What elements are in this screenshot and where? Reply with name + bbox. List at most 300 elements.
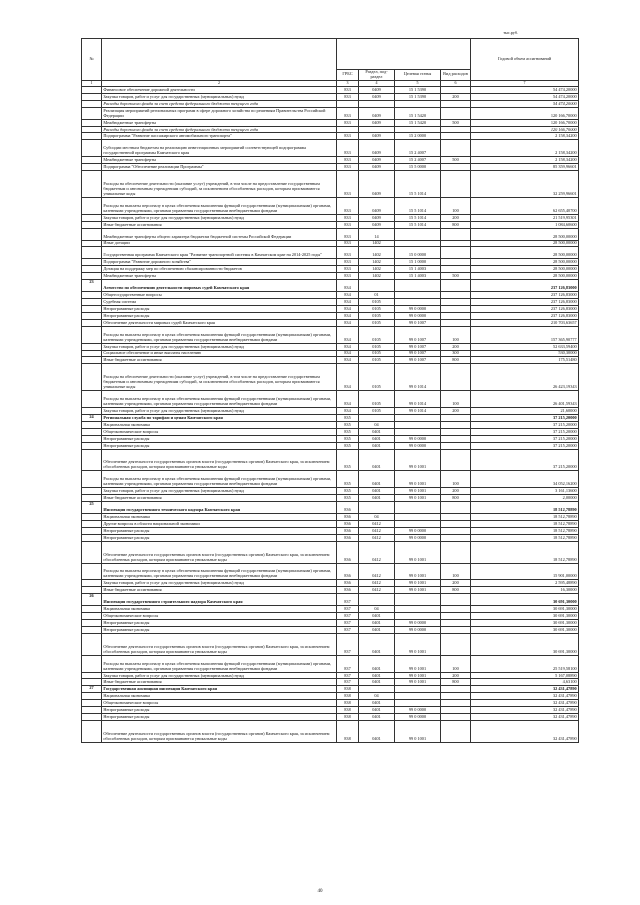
row-name: Обеспечение деятельности мировых судей Камчатского края <box>102 319 337 326</box>
row-total: 28 500,00000 <box>471 247 579 259</box>
row-razdel <box>359 126 395 133</box>
row-grbs <box>337 100 359 107</box>
row-number: 23 <box>82 280 102 292</box>
row-grbs: 833 <box>337 228 359 240</box>
row-name: Закупка товаров, работ и услуг для государственных (муниципальных) нужд <box>102 93 337 100</box>
row-name: Инспекция государственного технического надзора Камчатского края <box>102 502 337 514</box>
row-vid <box>441 449 471 471</box>
row-name: Государственная жилищная инспекция Камчатского края <box>102 686 337 693</box>
row-vid <box>441 693 471 700</box>
row-celevaya: 15 5 1014 <box>395 221 441 228</box>
row-celevaya: 99 0 1014 <box>395 391 441 408</box>
row-razdel: 1402 <box>359 273 395 280</box>
row-celevaya: 99 0 1014 <box>395 364 441 391</box>
row-grbs: 835 <box>337 488 359 495</box>
table-row <box>82 502 579 514</box>
row-celevaya <box>395 298 441 305</box>
row-name: Расходы дорожного фонда за счет средств федерального бюджета текущего года <box>102 100 337 107</box>
row-razdel: 0105 <box>359 350 395 357</box>
table-row <box>82 214 579 221</box>
row-total: 21,60000 <box>471 407 579 414</box>
row-razdel: 0105 <box>359 319 395 326</box>
row-name: Региональная служба по тарифам и ценам Камчатского края <box>102 414 337 421</box>
row-vid: 800 <box>441 221 471 228</box>
row-vid <box>441 534 471 541</box>
row-celevaya <box>395 414 441 421</box>
row-grbs: 838 <box>337 714 359 721</box>
row-total: 54 474,20000 <box>471 100 579 107</box>
table-row <box>82 721 579 743</box>
row-name: Подпрограмма "Развитие дорожного хозяйства" <box>102 259 337 266</box>
row-razdel: 0401 <box>359 442 395 449</box>
row-grbs: 833 <box>337 133 359 140</box>
row-total: 28 500,00000 <box>471 228 579 240</box>
row-celevaya: 15 5 1014 <box>395 171 441 198</box>
row-grbs: 837 <box>337 655 359 672</box>
row-number <box>82 273 102 280</box>
table-row <box>82 633 579 655</box>
row-celevaya <box>395 594 441 606</box>
row-razdel: 0401 <box>359 633 395 655</box>
table-row <box>82 305 579 312</box>
table-row <box>82 714 579 721</box>
row-number <box>82 391 102 408</box>
row-grbs: 837 <box>337 633 359 655</box>
row-grbs: 837 <box>337 620 359 627</box>
table-row <box>82 93 579 100</box>
table-row <box>82 197 579 214</box>
col-number: 1 <box>82 80 102 86</box>
row-razdel: 0401 <box>359 613 395 620</box>
row-celevaya: 99 0 1001 <box>395 495 441 502</box>
row-razdel: 0412 <box>359 527 395 534</box>
table-row <box>82 613 579 620</box>
row-name: Закупка товаров, работ и услуг для государственных (муниципальных) нужд <box>102 672 337 679</box>
row-razdel: 14 <box>359 228 395 240</box>
table-row <box>82 534 579 541</box>
row-grbs: 834 <box>337 407 359 414</box>
row-number <box>82 471 102 488</box>
table-row <box>82 428 579 435</box>
row-vid <box>441 721 471 743</box>
row-number <box>82 240 102 247</box>
table-row <box>82 126 579 133</box>
row-number <box>82 679 102 686</box>
row-celevaya <box>395 292 441 299</box>
row-number: 27 <box>82 686 102 693</box>
row-grbs: 833 <box>337 247 359 259</box>
table-row <box>82 100 579 107</box>
row-grbs: 833 <box>337 240 359 247</box>
row-total: 52 633,59400 <box>471 343 579 350</box>
table-row <box>82 171 579 198</box>
row-vid <box>441 126 471 133</box>
table-row <box>82 563 579 580</box>
row-vid <box>441 594 471 606</box>
row-celevaya: 15 5 0000 <box>395 164 441 171</box>
row-name: Межбюджетные трансферты общего характера бюджетам бюджетной системы Российской Федерации <box>102 228 337 240</box>
col-number: 7 <box>471 80 579 86</box>
row-razdel: 0401 <box>359 626 395 633</box>
row-vid: 100 <box>441 391 471 408</box>
row-celevaya <box>395 520 441 527</box>
row-grbs: 836 <box>337 541 359 563</box>
row-total: 26 423,19343 <box>471 364 579 391</box>
row-grbs: 837 <box>337 672 359 679</box>
row-total: 30 691,30000 <box>471 626 579 633</box>
row-total: 37 215,20000 <box>471 449 579 471</box>
row-name: Обеспечение деятельности государственных органов власти (государственных органов) Камчатского края, за исключением обособленных расходов, которым присваиваются уникальные коды <box>102 541 337 563</box>
row-vid <box>441 100 471 107</box>
row-razdel: 0401 <box>359 471 395 488</box>
table-row <box>82 700 579 707</box>
row-vid: 500 <box>441 273 471 280</box>
row-total: 21 519,95301 <box>471 214 579 221</box>
row-vid <box>441 541 471 563</box>
row-vid: 800 <box>441 357 471 364</box>
row-total: 32 431,47890 <box>471 693 579 700</box>
table-row <box>82 471 579 488</box>
row-grbs: 836 <box>337 514 359 521</box>
row-vid: 800 <box>441 495 471 502</box>
header-num: № <box>82 39 102 81</box>
row-total: 237 126,83000 <box>471 298 579 305</box>
row-vid: 800 <box>441 587 471 594</box>
row-razdel: 0105 <box>359 407 395 414</box>
row-total: 15 901,00000 <box>471 563 579 580</box>
table-row <box>82 686 579 693</box>
row-razdel: 0401 <box>359 495 395 502</box>
table-row <box>82 693 579 700</box>
row-number <box>82 442 102 449</box>
row-razdel: 04 <box>359 693 395 700</box>
row-razdel: 0409 <box>359 164 395 171</box>
table-row <box>82 326 579 343</box>
row-number <box>82 700 102 707</box>
row-name: Непрограммные расходы <box>102 626 337 633</box>
row-razdel: 0105 <box>359 357 395 364</box>
row-razdel: 04 <box>359 421 395 428</box>
row-number <box>82 292 102 299</box>
table-row <box>82 655 579 672</box>
row-number: 25 <box>82 502 102 514</box>
row-name: Агентство по обеспечению деятельности мировых судей Камчатского края <box>102 280 337 292</box>
row-vid: 100 <box>441 471 471 488</box>
row-total: 32 431,47890 <box>471 700 579 707</box>
col-number: 6 <box>441 80 471 86</box>
row-number <box>82 326 102 343</box>
row-number <box>82 626 102 633</box>
header-celevaya: Целевая статья <box>395 70 441 81</box>
row-razdel: 0409 <box>359 214 395 221</box>
row-celevaya: 99 0 1001 <box>395 633 441 655</box>
row-celevaya: 99 0 1001 <box>395 471 441 488</box>
row-name: Межбюджетные трансферты <box>102 119 337 126</box>
row-grbs: 833 <box>337 107 359 119</box>
row-name: Расходы на выплаты персоналу в целях обеспечения выполнения функций государственными (муниципальными) органами, казенными учреждениями, органами управления государственными внебюджетными фондами <box>102 326 337 343</box>
row-name: Непрограммные расходы <box>102 312 337 319</box>
table-row <box>82 587 579 594</box>
row-razdel: 0409 <box>359 133 395 140</box>
row-total: 37 215,20000 <box>471 414 579 421</box>
table-row <box>82 157 579 164</box>
row-total: 2 595,48890 <box>471 580 579 587</box>
row-vid <box>441 298 471 305</box>
row-grbs: 834 <box>337 343 359 350</box>
row-name: Судебная система <box>102 298 337 305</box>
row-grbs: 838 <box>337 707 359 714</box>
row-name: Другие вопросы в области национальной экономики <box>102 520 337 527</box>
row-grbs: 834 <box>337 319 359 326</box>
table-row <box>82 527 579 534</box>
row-grbs: 835 <box>337 495 359 502</box>
row-razdel: 0401 <box>359 721 395 743</box>
row-vid <box>441 247 471 259</box>
row-grbs: 836 <box>337 563 359 580</box>
row-celevaya <box>395 126 441 133</box>
row-grbs: 838 <box>337 693 359 700</box>
row-total: 62 655,40700 <box>471 197 579 214</box>
row-total: 237 126,83000 <box>471 280 579 292</box>
row-number <box>82 449 102 471</box>
row-number <box>82 214 102 221</box>
row-vid <box>441 259 471 266</box>
row-number <box>82 527 102 534</box>
row-grbs: 833 <box>337 259 359 266</box>
row-razdel <box>359 502 395 514</box>
row-razdel: 0409 <box>359 140 395 157</box>
row-grbs: 835 <box>337 428 359 435</box>
table-row <box>82 594 579 606</box>
row-number <box>82 357 102 364</box>
row-celevaya: 99 0 0000 <box>395 312 441 319</box>
row-name: Финансовое обеспечение дорожной деятельности <box>102 86 337 93</box>
row-vid: 500 <box>441 119 471 126</box>
row-vid: 200 <box>441 93 471 100</box>
row-name: Расходы на выплаты персоналу в целях обеспечения выполнения функций государственными (муниципальными) органами, казенными учреждениями, органами управления государственными внебюджетными фондами <box>102 563 337 580</box>
row-number: 24 <box>82 414 102 421</box>
row-celevaya <box>395 686 441 693</box>
row-name: Расходы на выплаты персоналу в целях обеспечения выполнения функций государственными (муниципальными) органами, казенными учреждениями, органами управления государственными внебюджетными фондами <box>102 471 337 488</box>
header-grbs: ГРБС <box>337 70 359 81</box>
row-total: 237 126,83000 <box>471 292 579 299</box>
row-celevaya: 99 0 1001 <box>395 449 441 471</box>
row-celevaya: 15 1 5390 <box>395 86 441 93</box>
row-grbs: 833 <box>337 164 359 171</box>
row-grbs: 835 <box>337 449 359 471</box>
row-celevaya: 15 2 4007 <box>395 140 441 157</box>
row-number <box>82 119 102 126</box>
row-grbs: 833 <box>337 86 359 93</box>
row-vid <box>441 305 471 312</box>
row-grbs: 837 <box>337 613 359 620</box>
header-razdel: Раздел, под-раздел <box>359 70 395 81</box>
row-celevaya: 15 2 0000 <box>395 133 441 140</box>
row-number <box>82 421 102 428</box>
row-number <box>82 633 102 655</box>
row-total: 4,63100 <box>471 679 579 686</box>
row-number <box>82 580 102 587</box>
row-name: Расходы на выплаты персоналу в целях обеспечения выполнения функций государственными (муниципальными) органами, казенными учреждениями, органами управления государственными внебюджетными фондами <box>102 655 337 672</box>
table-row <box>82 707 579 714</box>
row-vid: 200 <box>441 214 471 221</box>
row-vid: 300 <box>441 350 471 357</box>
row-celevaya: 15 0 0000 <box>395 247 441 259</box>
row-grbs: 835 <box>337 414 359 421</box>
row-name: Непрограммные расходы <box>102 707 337 714</box>
row-celevaya: 99 0 1007 <box>395 357 441 364</box>
table-body <box>82 86 579 742</box>
row-razdel: 0409 <box>359 171 395 198</box>
row-razdel: 0401 <box>359 714 395 721</box>
row-vid <box>441 626 471 633</box>
row-number: 26 <box>82 594 102 606</box>
row-total: 18 512,78890 <box>471 541 579 563</box>
row-vid <box>441 606 471 613</box>
row-vid <box>441 520 471 527</box>
row-total: 32 431,47890 <box>471 707 579 714</box>
row-name: Иные бюджетные ассигнования <box>102 587 337 594</box>
table-row <box>82 273 579 280</box>
row-celevaya <box>395 100 441 107</box>
row-celevaya <box>395 421 441 428</box>
row-total: 32 431,47890 <box>471 714 579 721</box>
row-total: 28 500,00000 <box>471 266 579 273</box>
row-razdel <box>359 594 395 606</box>
row-total: 28 500,00000 <box>471 259 579 266</box>
row-number <box>82 133 102 140</box>
row-number <box>82 171 102 198</box>
row-name: Обеспечение деятельности государственных органов власти (государственных органов) Камчатского края, за исключением обособленных расходов, которым присваиваются уникальные коды <box>102 449 337 471</box>
table-row <box>82 140 579 157</box>
row-grbs: 835 <box>337 471 359 488</box>
row-vid <box>441 280 471 292</box>
row-name: Субсидии местным бюджетам на реализацию инвестиционных мероприятий соответствующей подпрограммы государственной программы Камчатского края <box>102 140 337 157</box>
row-vid: 100 <box>441 563 471 580</box>
row-grbs: 834 <box>337 280 359 292</box>
row-razdel: 0409 <box>359 93 395 100</box>
row-razdel: 0105 <box>359 391 395 408</box>
row-number <box>82 541 102 563</box>
row-celevaya: 99 0 1001 <box>395 488 441 495</box>
row-total: 2,00000 <box>471 495 579 502</box>
row-grbs: 835 <box>337 435 359 442</box>
row-number <box>82 435 102 442</box>
row-grbs: 833 <box>337 221 359 228</box>
row-razdel: 0105 <box>359 343 395 350</box>
row-celevaya: 99 0 1001 <box>395 721 441 743</box>
row-grbs: 833 <box>337 197 359 214</box>
row-number <box>82 364 102 391</box>
row-number <box>82 534 102 541</box>
row-grbs: 836 <box>337 580 359 587</box>
row-number <box>82 707 102 714</box>
row-name: Закупка товаров, работ и услуг для государственных (муниципальных) нужд <box>102 580 337 587</box>
row-name: Иные бюджетные ассигнования <box>102 495 337 502</box>
row-vid: 200 <box>441 343 471 350</box>
row-razdel: 1402 <box>359 240 395 247</box>
row-celevaya: 15 1 4003 <box>395 273 441 280</box>
row-number <box>82 350 102 357</box>
row-name: Национальная экономика <box>102 693 337 700</box>
row-name: Подпрограмма "Обеспечение реализации Программы" <box>102 164 337 171</box>
row-vid: 800 <box>441 679 471 686</box>
row-grbs: 835 <box>337 442 359 449</box>
row-name: Закупка товаров, работ и услуг для государственных (муниципальных) нужд <box>102 407 337 414</box>
row-vid <box>441 292 471 299</box>
row-grbs: 836 <box>337 534 359 541</box>
table-row <box>82 449 579 471</box>
row-number <box>82 140 102 157</box>
row-celevaya: 99 0 1001 <box>395 563 441 580</box>
row-razdel <box>359 414 395 421</box>
row-celevaya: 99 0 1014 <box>395 407 441 414</box>
table-row <box>82 247 579 259</box>
row-razdel: 0401 <box>359 428 395 435</box>
row-name: Общеэкономические вопросы <box>102 700 337 707</box>
row-celevaya: 15 1 4003 <box>395 266 441 273</box>
row-grbs: 833 <box>337 119 359 126</box>
row-vid <box>441 502 471 514</box>
table-row <box>82 86 579 93</box>
row-vid: 200 <box>441 580 471 587</box>
row-celevaya: 99 0 0000 <box>395 527 441 534</box>
table-row <box>82 119 579 126</box>
row-number <box>82 126 102 133</box>
row-total: 32 259,96601 <box>471 171 579 198</box>
row-number <box>82 93 102 100</box>
row-name: Межбюджетные трансферты <box>102 273 337 280</box>
row-grbs: 837 <box>337 679 359 686</box>
row-grbs: 833 <box>337 266 359 273</box>
row-total: 32 431,47890 <box>471 721 579 743</box>
table-row <box>82 364 579 391</box>
row-number <box>82 428 102 435</box>
table-row <box>82 319 579 326</box>
row-total: 30 691,30000 <box>471 633 579 655</box>
row-number <box>82 266 102 273</box>
row-number <box>82 221 102 228</box>
row-celevaya: 99 0 1001 <box>395 587 441 594</box>
row-name: Иные бюджетные ассигнования <box>102 679 337 686</box>
table-row <box>82 133 579 140</box>
row-number <box>82 655 102 672</box>
row-name: Закупка товаров, работ и услуг для государственных (муниципальных) нужд <box>102 488 337 495</box>
row-razdel: 0409 <box>359 107 395 119</box>
row-grbs: 836 <box>337 502 359 514</box>
row-vid: 200 <box>441 488 471 495</box>
row-total: 37 215,20000 <box>471 428 579 435</box>
row-razdel: 1402 <box>359 259 395 266</box>
row-vid <box>441 364 471 391</box>
header-total: Годовой объем ассигнований <box>471 39 579 81</box>
row-number <box>82 613 102 620</box>
row-razdel: 0401 <box>359 672 395 679</box>
row-name: Национальная экономика <box>102 606 337 613</box>
row-grbs: 833 <box>337 171 359 198</box>
row-name: Межбюджетные трансферты <box>102 157 337 164</box>
row-number <box>82 495 102 502</box>
units-label: тыс.руб. <box>503 30 518 35</box>
row-total: 18 512,78890 <box>471 527 579 534</box>
row-celevaya: 99 0 1007 <box>395 343 441 350</box>
table-row <box>82 266 579 273</box>
row-celevaya: 15 1 5420 <box>395 107 441 119</box>
row-grbs: 833 <box>337 140 359 157</box>
header-vid: Вид расходов <box>441 70 471 81</box>
row-number <box>82 693 102 700</box>
row-name: Расходы на обеспечение деятельности (оказание услуг) учреждений, в том числе на предоставление государственным бюджетным и автономным учреждениям субсидий, за исключением обособленных расходов, которым присваиваются уникальные коды <box>102 364 337 391</box>
